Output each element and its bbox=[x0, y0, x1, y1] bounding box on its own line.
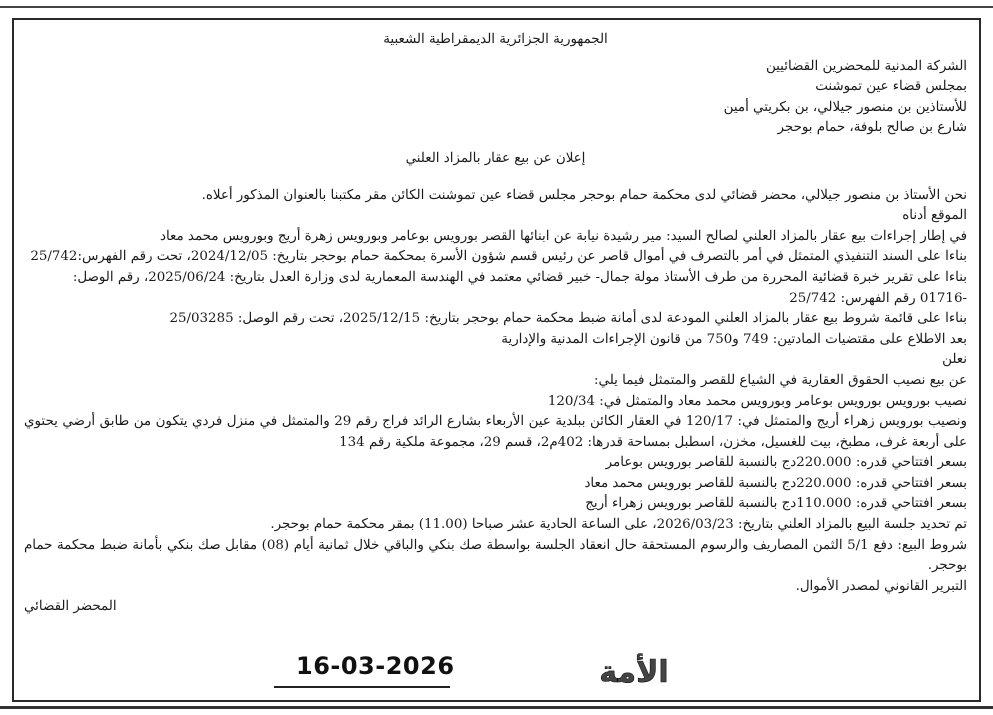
share-paragraph-1: نصيب بورويس بورويس بوعامر وبورويس محمد معاد والمتمثل في: 120/34 bbox=[547, 393, 967, 409]
company-name: الشركة المدنية للمحضرين القضائيين bbox=[765, 58, 967, 74]
executive-title-paragraph: بناءا على السند التنفيذي المتمثل في أمر بالتصرف في أموال قاصر عن رئيس قسم شؤون الأسرة بمحكمة حمام بوحجر بتاريخ: 2024/12/05، تحت رقم الفهرس:25/742 bbox=[30, 249, 967, 265]
funds-justification: التبرير القانوني لمصدر الأموال. bbox=[795, 578, 967, 594]
bottom-rule bbox=[0, 706, 993, 709]
conditions-paragraph: بناءا على قائمة شروط بيع عقار بالمزاد العلني المودعة لدى أمانة ضبط محكمة حمام بوحجر بتاريخ: 2025/12/15، تحت رقم الوصل: 25/03285 bbox=[169, 311, 967, 327]
sale-object-paragraph: عن بيع نصيب الحقوق العقارية في الشياع للقصر والمتمثل فيما يلي: bbox=[594, 372, 967, 388]
council-name: بمجلس قضاء عين تموشنت bbox=[815, 79, 967, 95]
bailiffs-names: للأستاذين بن منصور جيلالي، بن بكريتي أمين bbox=[723, 99, 967, 115]
bailiff-signature bbox=[24, 597, 967, 618]
announce-word: نعلن bbox=[942, 352, 967, 368]
expertise-paragraph: بناءا على تقرير خبرة قضائية المحررة من طرف الأستاذ مولة جمال- خبير قضائي معتمد في الهندسة المعمارية لدى وزارة العدل بتاريخ: 2025/06/24، رقم الوصل: bbox=[72, 269, 967, 285]
office-address: شارع بن صالح بلوفة، حمام بوحجر bbox=[777, 120, 967, 136]
announcement-content bbox=[24, 30, 967, 618]
expertise-receipt: -01716 رقم الفهرس: 25/742 bbox=[789, 290, 967, 306]
republic-heading: الجمهورية الجزائرية الديمقراطية الشعبية bbox=[383, 32, 608, 47]
announcement-frame bbox=[12, 18, 981, 702]
opening-price-3: بسعر افتتاحي قدره: 110.000دج بالنسبة للقاصر بورويس زهراء أريج bbox=[585, 496, 967, 512]
procedure-paragraph: في إطار إجراءات بيع عقار بالمزاد العلني لصالح السيد: مير رشيدة نيابة عن ابنائها القصر بورويس بوعامر وبورويس زهرة أريج وبورويس محمد معاد bbox=[159, 228, 967, 244]
publication-date: 16-03-2026 bbox=[296, 652, 455, 680]
opening-price-2: بسعر افتتاحي قدره: 220.000دج بالنسبة للقاصر بورويس محمد معاد bbox=[584, 475, 967, 491]
newspaper-logo-text: الأمة bbox=[599, 655, 669, 690]
sale-terms: شروط البيع: دفع 5/1 الثمن المصاريف والرسوم المستحقة حال انعقاد الجلسة بواسطة صك بنكي والباقي خلال ثمانية أيام (08) مقابل صك بنكي بأمانة ضبط محكمة حمام بوحجر. bbox=[24, 537, 967, 574]
signature-label: المحضر القضائي bbox=[24, 599, 117, 615]
newspaper-logo bbox=[568, 650, 700, 690]
legal-articles-paragraph: بعد الاطلاع على مقتضيات المادتين: 749 و750 من قانون الإجراءات المدنية والإدارية bbox=[501, 331, 967, 347]
date-underline bbox=[274, 686, 450, 688]
announcement-title: إعلان عن بيع عقار بالمزاد العلني bbox=[405, 150, 586, 166]
top-rule bbox=[0, 6, 993, 8]
property-description: ونصيب بورويس زهراء أريج والمتمثل في: 120/17 في العقار الكائن ببلدية عين الأربعاء بشارع الرائد فراج رقم 29 والمتمثل في منزل فردي يتكون من طابق أرضي يحتوي على أربعة غرف، مطبخ، بيت للغسيل، مخزن، اسطبل بمساحة قدرها: 402م2، قسم 29، مجموعة ملكية رقم 134 bbox=[24, 414, 968, 450]
opening-price-1: بسعر افتتاحي قدره: 220.000دج بالنسبة للقاصر بورويس بوعامر bbox=[605, 455, 967, 471]
intro-paragraph: نحن الأستاذ بن منصور جيلالي، محضر قضائي لدى محكمة حمام بوحجر مجلس قضاء عين تموشنت الكائن مقر مكتبنا بالعنوان المذكور أعلاه. bbox=[201, 187, 967, 203]
session-date: تم تحديد جلسة البيع بالمزاد العلني بتاريخ: 2026/03/23، على الساعة الحادية عشر صباحا (11.00) بمقر محكمة حمام بوحجر. bbox=[270, 517, 967, 533]
signed-below: الموقع أدناه bbox=[902, 208, 967, 224]
